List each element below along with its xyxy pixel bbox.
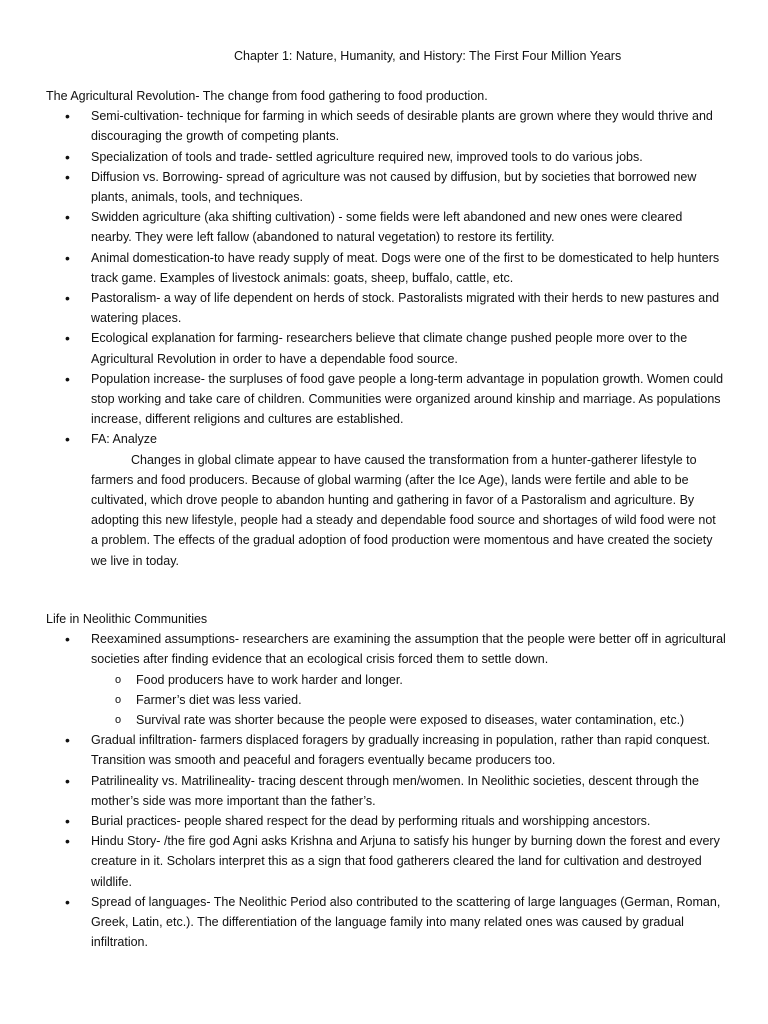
list-item: • Animal domestication-to have ready supply of meat. Dogs were one of the first to be domesticated to help hunters track game. Examples of livestock animals: goats, sheep, buffalo, cattle, etc. <box>46 248 726 288</box>
list-item-analyze <box>46 429 726 570</box>
sub-list <box>91 670 726 731</box>
list-item: • Hindu Story- /the fire god Agni asks Krishna and Arjuna to satisfy his hunger by burning down the forest and every creature in it. Scholars interpret this as a sign that food gatherers cleared the land for cultivation and destroyed wildlife. <box>46 831 726 892</box>
list-item: • Ecological explanation for farming- researchers believe that climate change pushed people more over to the Agricultural Revolution in order to have a dependable food source. <box>46 328 726 368</box>
sub-list-item: o Survival rate was shorter because the people were exposed to diseases, water contamination, etc.) <box>91 710 726 730</box>
bullet-list <box>46 629 726 952</box>
section-neolithic-communities <box>46 609 726 952</box>
sub-list-item: o Farmer’s diet was less varied. <box>91 690 726 710</box>
list-item: • Diffusion vs. Borrowing- spread of agriculture was not caused by diffusion, but by societies that borrowed new plants, animals, tools, and techniques. <box>46 167 726 207</box>
analyze-label: • FA: Analyze <box>91 432 158 447</box>
list-item: • Pastoralism- a way of life dependent on herds of stock. Pastoralists migrated with their herds to new pastures and watering places. <box>46 288 726 328</box>
section-heading-definition: - The change from food gathering to food production. <box>195 89 488 103</box>
list-item: • Population increase- the surpluses of food gave people a long-term advantage in population growth. Women could stop working and take care of children. Communities were organized around kinship and marriage. As populations increase, different religions and cultures are established. <box>46 369 726 430</box>
list-item: • Gradual infiltration- farmers displaced foragers by gradually increasing in population, rather than rapid conquest. Transition was smooth and peaceful and foragers eventually became producers too. <box>46 730 726 770</box>
list-item: • Spread of languages- The Neolithic Period also contributed to the scattering of large languages (German, Roman, Greek, Latin, etc.). The differentiation of the language family into many related ones was caused by gradual infiltration. <box>46 892 726 953</box>
section-heading: Life in Neolithic Communities <box>46 612 208 626</box>
list-item-text: • Reexamined assumptions- researchers are examining the assumption that the people were better off in agricultural societies after finding evidence that an ecological crisis forced them to settle down. <box>91 632 726 667</box>
list-item: • Patrilineality vs. Matrilineality- tracing descent through men/women. In Neolithic societies, descent through the mother’s side was more important than the father’s. <box>46 771 726 811</box>
bullet-list <box>46 106 726 571</box>
section-heading <box>46 86 726 106</box>
list-item: • Semi-cultivation- technique for farming in which seeds of desirable plants are grown where they would thrive and discouraging the growth of competing plants. <box>46 106 726 146</box>
section-heading-title: The Agricultural Revolution <box>46 89 196 103</box>
section-agricultural-revolution <box>46 86 726 571</box>
list-item: • Specialization of tools and trade- settled agriculture required new, improved tools to do various jobs. <box>46 147 726 167</box>
sub-list-item: o Food producers have to work harder and longer. <box>91 670 726 690</box>
list-item: • Swidden agriculture (aka shifting cultivation) - some fields were left abandoned and new ones were cleared nearby. They were left fallow (abandoned to natural vegetation) to restore its fertility. <box>46 207 726 247</box>
list-item: • Burial practices- people shared respect for the dead by performing rituals and worshipping ancestors. <box>46 811 726 831</box>
analysis-paragraph: Changes in global climate appear to have caused the transformation from a hunter-gatherer lifestyle to farmers and food producers. Because of global warming (after the Ice Age), lands were fertile and able to be cultivated, which drove people to abandon hunting and gathering in favor of a Pastoralism and agriculture. By adopting this new lifestyle, people had a steady and dependable food source and shortages of wild food were not a problem. The effects of the gradual adoption of food production were momentous and have created the society we live in today. <box>91 452 716 568</box>
document-title: Chapter 1: Nature, Humanity, and History: The First Four Million Years <box>234 49 622 63</box>
list-item-with-subitems <box>46 629 726 730</box>
